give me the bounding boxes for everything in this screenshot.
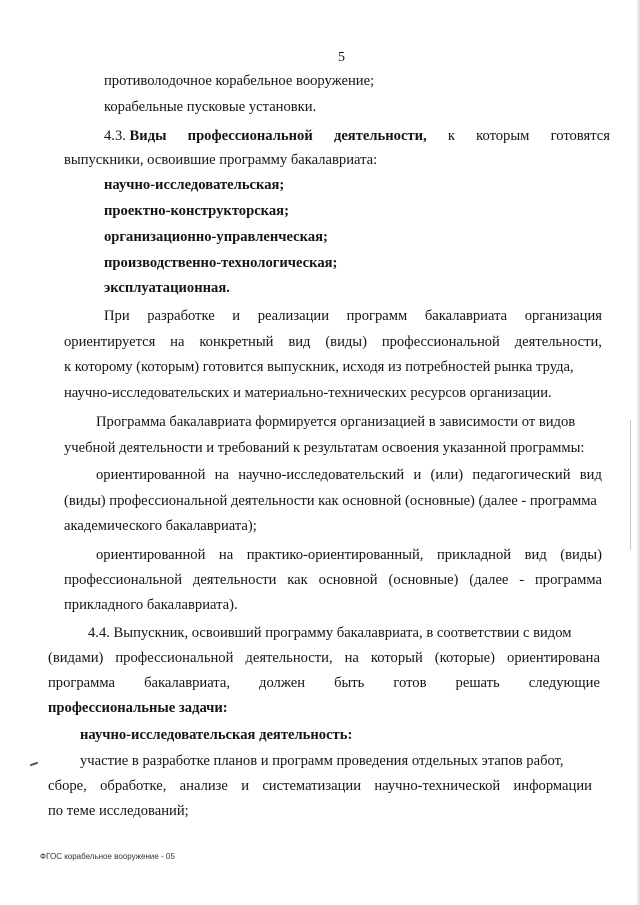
activity-heading: научно-исследовательская деятельность: (80, 727, 353, 743)
text-line: прикладного бакалавриата). (64, 597, 238, 613)
text-word: научно-технической (374, 778, 501, 794)
text-word: к (447, 128, 455, 144)
text-word: и (241, 778, 250, 794)
text-word: (видами) (48, 650, 104, 666)
text-word: систематизации (262, 778, 362, 794)
text-word: деятельности, (333, 128, 427, 144)
text-word: разработке (147, 308, 215, 324)
text-word: информации (513, 778, 592, 794)
text-line: (виды) профессиональной деятельности как основной (основные) (далее - программа (64, 493, 597, 509)
text-word: и (413, 467, 422, 483)
text-word: (или) (430, 467, 464, 483)
activity-type: проектно-конструкторская; (104, 203, 289, 219)
text-word: готовятся (550, 128, 610, 144)
text-line: по теме исследований; (48, 803, 189, 819)
text-line: академического бакалавриата); (64, 518, 257, 534)
text-word: ориентированной (96, 467, 206, 483)
text-line: участие в разработке планов и программ проведения отдельных этапов работ, (80, 753, 564, 769)
page-number: 5 (338, 50, 345, 65)
text-word: вид (288, 334, 311, 350)
text-word: вид (524, 547, 547, 563)
text-word: ориентированной (96, 547, 206, 563)
text-word: (которые) (434, 650, 496, 666)
text-word: деятельности (192, 572, 277, 588)
text-word: профессиональной (64, 572, 183, 588)
text-word: как (287, 572, 308, 588)
text-word: на (214, 467, 229, 483)
text-word: прикладной (436, 547, 512, 563)
text-line: к которому (которым) готовится выпускник, исходя из потребностей рынка труда, (64, 359, 574, 375)
text-line: корабельные пусковые установки. (104, 99, 317, 115)
text-word: научно-исследовательский (238, 467, 405, 483)
text-word: конкретный (199, 334, 274, 350)
text-word: деятельности, (514, 334, 602, 350)
text-word: профессиональной (381, 334, 500, 350)
text-word: программа (48, 675, 116, 691)
text-line: учебной деятельности и требований к результатам освоения указанной программы: (64, 440, 585, 456)
activity-type: эксплуатационная. (104, 280, 230, 296)
section-number: 4.3. Виды (104, 128, 167, 144)
text-line: выпускники, освоившие программу бакалавриата: (64, 152, 378, 168)
activity-type: организационно-управленческая; (104, 229, 328, 245)
justified-line (96, 466, 602, 484)
text-word: деятельности, (245, 650, 333, 666)
text-word: сборе, (48, 778, 87, 794)
document-footer: ФГОС корабельное вооружение - 05 (40, 852, 175, 861)
text-word: программа (534, 572, 602, 588)
scan-artifact (630, 420, 631, 550)
text-word: готов (393, 675, 427, 691)
text-word: педагогический (472, 467, 571, 483)
text-word: (виды) (560, 547, 602, 563)
text-word: ориентирована (507, 650, 600, 666)
text-word: реализации (257, 308, 330, 324)
justified-line (48, 649, 600, 667)
text-word: основной (318, 572, 378, 588)
text-word: практико-ориентированный, (246, 547, 424, 563)
text-word: которым (476, 128, 530, 144)
text-word: бакалавриата (424, 308, 508, 324)
text-word: профессиональной (187, 128, 313, 144)
text-word: и (232, 308, 241, 324)
text-word: должен (259, 675, 306, 691)
activity-type: научно-исследовательская; (104, 177, 285, 193)
scan-edge (636, 0, 640, 905)
text-word: на (218, 547, 234, 563)
justified-line (48, 777, 592, 795)
text-line: Программа бакалавриата формируется организацией в зависимости от видов (96, 414, 576, 430)
text-word: профессиональной (115, 650, 234, 666)
text-word: организация (524, 308, 602, 324)
text-word: анализе (179, 778, 228, 794)
text-word: вид (579, 467, 602, 483)
text-word: программ (346, 308, 408, 324)
section-4-4-line: 4.4. Выпускник, освоивший программу бакалавриата, в соответствии с видом (88, 625, 572, 641)
text-word: (основные) (388, 572, 459, 588)
justified-line (48, 674, 600, 692)
text-word: При (104, 308, 130, 324)
text-word: бакалавриата, (144, 675, 230, 691)
text-word: который (370, 650, 423, 666)
text-word: быть (334, 675, 365, 691)
text-word: (виды) (325, 334, 367, 350)
text-word: на (344, 650, 359, 666)
justified-line (64, 333, 602, 351)
text-word: следующие (528, 675, 600, 691)
text-line: противолодочное корабельное вооружение; (104, 73, 375, 89)
activity-type: производственно-технологическая; (104, 255, 338, 271)
text-word: на (170, 334, 185, 350)
text-word: (далее (469, 572, 509, 588)
section-4-3-heading (104, 127, 610, 145)
justified-line (96, 546, 602, 564)
text-word: решать (455, 675, 500, 691)
text-line: научно-исследовательских и материально-технических ресурсов организации. (64, 385, 552, 401)
text-word: обработке, (100, 778, 167, 794)
tasks-heading: профессиональные задачи: (48, 700, 228, 716)
scan-mark (30, 762, 38, 767)
justified-line (64, 571, 602, 589)
text-word: - (519, 572, 525, 588)
justified-line (104, 307, 602, 325)
text-word: ориентируется (64, 334, 156, 350)
